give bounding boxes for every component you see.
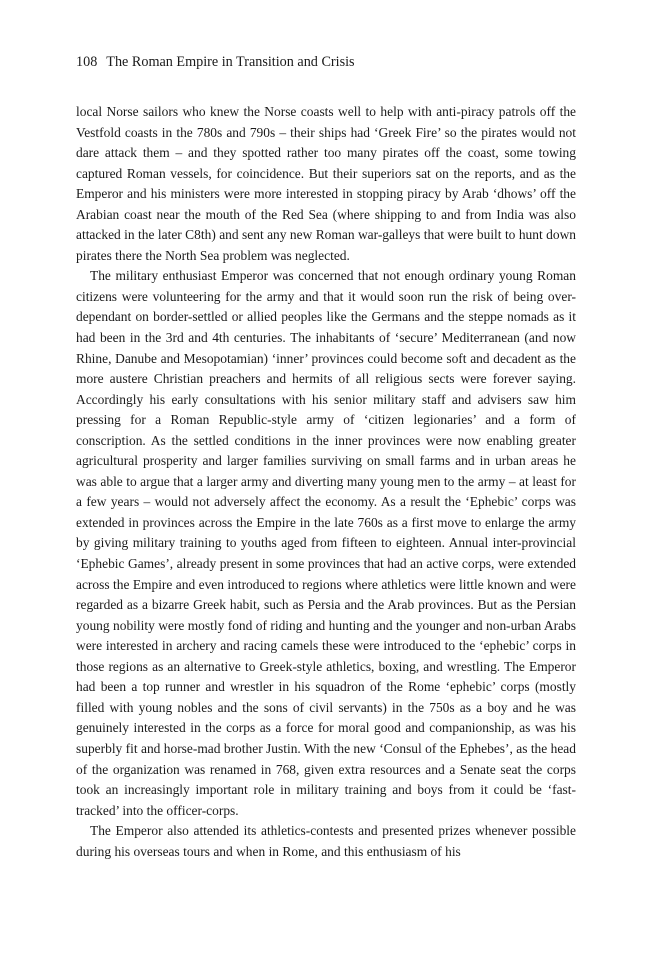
book-page [76,52,576,862]
body-text [76,102,576,862]
paragraph-2: The military enthusiast Emperor was concerned that not enough ordinary young Roman citizens were volunteering for the army and that it would soon run the risk of being over-dependant on border-settled or allied peoples like the Germans and the steppe nomads as it had been in the 3rd and 4th centuries. The inhabitants of ‘secure’ Mediterranean (and now Rhine, Danube and Mesopotamian) ‘inner’ provinces could become soft and decadent as the more austere Christian preachers and hermits of all religious sects were forever saying. Accordingly his early consultations with his senior military staff and advisers saw him pressing for a Roman Republic-style army of ‘citizen legionaries’ and a form of conscription. As the settled conditions in the inner provinces were now enabling greater agricultural prosperity and larger families surviving on small farms and in urban areas he was able to argue that a larger army and diverting many young men to the army – at least for a few years – would not adversely affect the economy. As a result the ‘Ephebic’ corps was extended in provinces across the Empire in the late 760s as a first move to enlarge the army by giving military training to youths aged from fifteen to eighteen. Annual inter-provincial ‘Ephebic Games’, already present in some provinces that had an active corps, were extended across the Empire and even introduced to regions where athletics were little known and were regarded as a bizarre Greek habit, such as Persia and the Arab provinces. But as the Persian young nobility were mostly fond of riding and hunting and the younger and non-urban Arabs were interested in archery and racing camels these were introduced to the ‘ephebic’ corps in those regions as an alternative to Greek-style athletics, boxing, and wrestling. The Emperor had been a top runner and wrestler in his squadron of the Rome ‘ephebic’ corps (mostly filled with young nobles and the sons of civil servants) in the 750s as a boy and he was genuinely interested in the corps as a force for moral good and companionship, as was his superbly fit and horse-mad brother Justin. With the new ‘Consul of the Ephebes’, as the head of the organization was renamed in 768, given extra resources and a Senate seat the corps took an increasingly important role in military training and boys from it could be ‘fast-tracked’ into the officer-corps. [76,268,576,818]
running-head-title: The Roman Empire in Transition and Crisis [106,54,355,70]
paragraph-3: The Emperor also attended its athletics-contests and presented prizes whenever possible during his overseas tours and when in Rome, and this enthusiasm of his [76,823,576,859]
running-head [76,52,576,72]
page-number: 108 [76,54,98,70]
paragraph-1: local Norse sailors who knew the Norse coasts well to help with anti-piracy patrols off the Vestfold coasts in the 780s and 790s – their ships had ‘Greek Fire’ so the pirates would not dare attack them – and they spotted rather too many pirates off the coast, some towing captured Roman vessels, for coincidence. But their superiors sat on the reports, and as the Emperor and his ministers were more interested in stopping piracy by Arab ‘dhows’ off the Arabian coast near the mouth of the Red Sea (where shipping to and from India was also attacked in the later C8th) and sent any new Roman war-galleys that were built to hunt down pirates there the North Sea problem was neglected. [76,104,576,263]
